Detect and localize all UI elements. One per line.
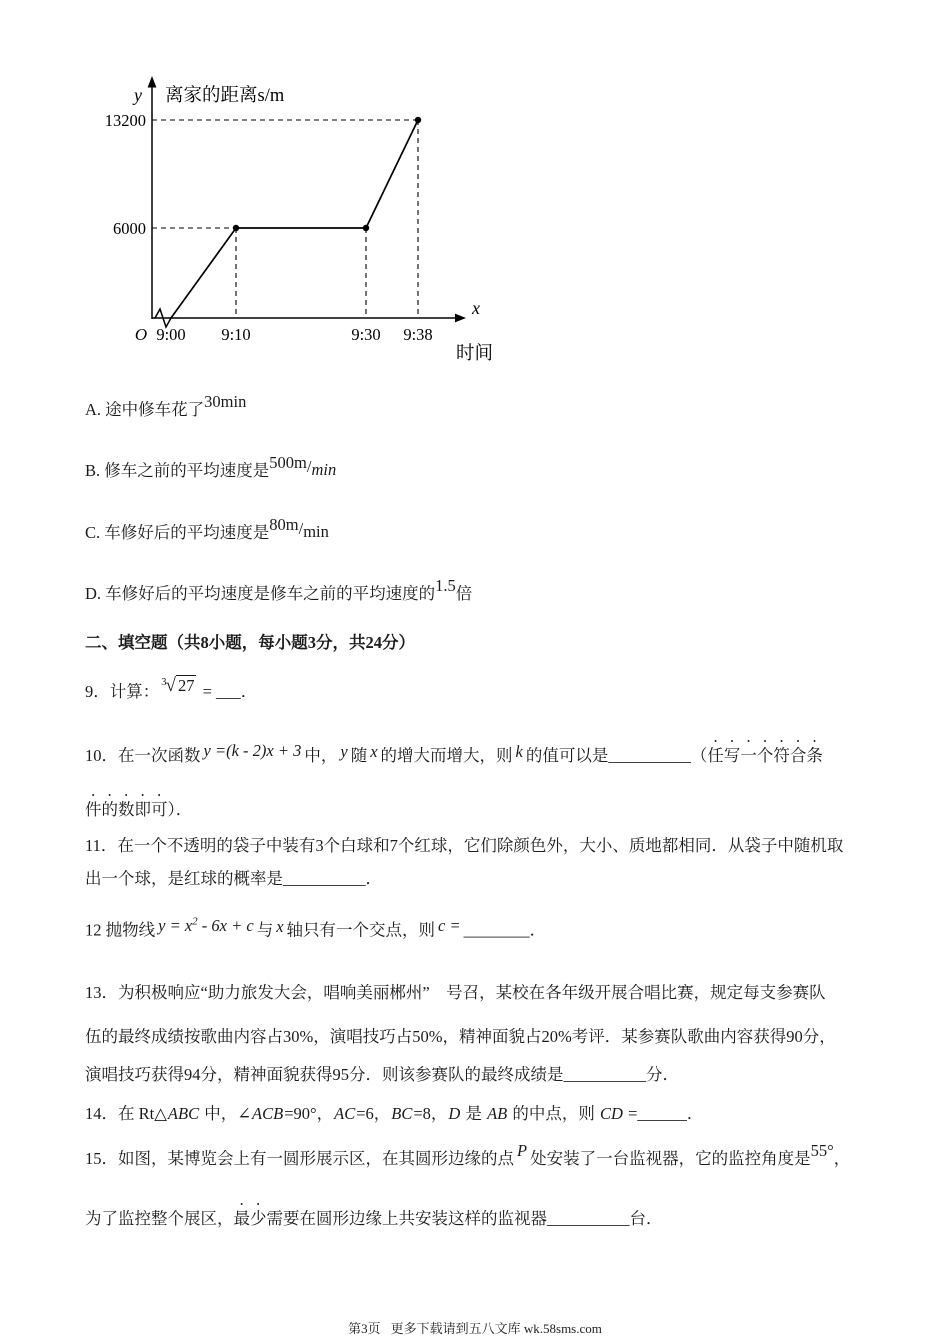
q15-text-1: 15．如图，某博览会上有一圆形展示区，在其圆形边缘的点 — [85, 1149, 514, 1168]
answer-blank: __________ — [563, 1065, 646, 1084]
x-tick-label: 9:00 — [156, 325, 186, 344]
q10-text-6: （ — [690, 746, 708, 765]
y-axis-symbol: y — [134, 85, 142, 105]
y-tick-label: 6000 — [113, 219, 146, 238]
option-c-text: C. 车修好后的平均速度是 — [85, 523, 270, 542]
q15-emphasized: 最少 — [233, 1209, 267, 1228]
data-point-dot — [363, 225, 369, 231]
option-b-unit: min — [311, 459, 337, 479]
page-footer — [0, 1318, 950, 1337]
question-15-line-1 — [85, 1140, 851, 1170]
formula-post: - 6x + c — [197, 915, 254, 935]
origin-label: O — [134, 325, 148, 344]
q14-text-5: =8， — [413, 1104, 448, 1123]
root-index: 3 — [161, 677, 167, 689]
q13-text-2: 伍的最终成绩按歌曲内容占30%，演唱技巧占50%，精神面貌占20%考评．某参赛队歌曲内容获得90分， — [85, 1027, 836, 1046]
question-10-line-1 — [85, 737, 823, 767]
angle-acb: ACB — [252, 1104, 284, 1123]
question-12 — [85, 915, 546, 942]
chart-plot-area — [105, 111, 433, 344]
option-a — [85, 391, 247, 421]
q15-text-5: 需要在圆形边缘上共安装这样的监视器 — [266, 1209, 547, 1228]
data-point-dot — [233, 225, 239, 231]
option-d-suffix: 倍 — [455, 584, 473, 603]
formula-exponent: 2 — [192, 915, 198, 928]
c-equals: c = — [438, 915, 461, 935]
segment-bc: BC — [391, 1104, 413, 1123]
answer-blank: __________ — [547, 1209, 630, 1228]
section-2-title: 二、填空题（共8小题，每小题3分，共24分） — [85, 633, 415, 652]
x-axis-title: 时间 — [456, 344, 494, 364]
q9-equals: = — [198, 682, 216, 701]
question-13-line-3 — [85, 1064, 679, 1086]
question-13-line-1 — [85, 982, 826, 1004]
q15-text-4: 为了监控整个展区， — [85, 1209, 234, 1228]
x-tick-label: 9:30 — [351, 325, 381, 344]
parabola-formula — [155, 916, 257, 935]
q10-emphasized-2: 件的数即可 — [85, 800, 168, 819]
answer-blank: ___ — [216, 682, 241, 701]
triangle-abc: ABC — [167, 1104, 200, 1123]
q9-text: 9．计算： — [85, 682, 160, 701]
q13-text-1: 13．为积极响应“助力旅发大会，唱响美丽郴州” 号召，某校在各年级开展合唱比赛，规定每支参赛队 — [85, 983, 826, 1002]
q12-text-1: 12 抛物线 — [85, 920, 156, 940]
x-axis-symbol: x — [472, 298, 480, 318]
q14-end: ． — [686, 1104, 704, 1123]
page-number: 第3页 — [348, 1321, 381, 1336]
x-axis-arrow-icon — [455, 314, 466, 323]
q15-text-3: ， — [833, 1149, 851, 1168]
option-c-slash: / — [298, 518, 304, 538]
segment-cd: CD — [600, 1104, 623, 1123]
answer-blank: __________ — [283, 869, 366, 888]
formula-pre: y = x — [158, 915, 193, 935]
option-c-unit: min — [303, 521, 329, 541]
distance-series-line — [171, 120, 418, 318]
q12-end: ． — [529, 920, 547, 940]
chart-title: 离家的距离s/m — [165, 86, 285, 106]
linear-function-formula: y =(k - 2)x + 3 — [203, 741, 302, 761]
point-p: P — [517, 1140, 528, 1160]
q13-end: 分． — [646, 1065, 679, 1084]
question-14 — [85, 1103, 703, 1125]
question-10-line-2 — [85, 791, 192, 821]
q10-text-7: ）． — [167, 800, 193, 819]
math-var-y: y — [340, 742, 348, 762]
q15-text-2: 处安装了一台监视器，它的监控角度是 — [530, 1149, 811, 1168]
x-tick-label: 9:38 — [403, 325, 433, 344]
answer-blank: ______ — [637, 1104, 687, 1123]
q14-text-3: =90°， — [284, 1104, 334, 1123]
option-b-text: B. 修车之前的平均速度是 — [85, 461, 270, 480]
option-d — [85, 575, 473, 605]
q14-text-4: =6， — [356, 1104, 391, 1123]
option-d-value: 1.5 — [435, 575, 456, 595]
option-b-slash: / — [306, 456, 312, 476]
question-15-line-2 — [85, 1200, 663, 1230]
q14-text-1: 14．在 Rt△ — [85, 1104, 167, 1123]
option-c-value: 80m — [269, 514, 299, 534]
q11-end: ． — [365, 869, 382, 888]
question-9 — [85, 675, 258, 706]
answer-blank: __________ — [608, 746, 691, 765]
answer-blank: ________ — [463, 920, 530, 940]
distance-time-chart — [85, 70, 525, 370]
q10-emphasized-1: 任写一个符合条 — [707, 746, 823, 765]
q10-text-3: 随 — [350, 746, 368, 765]
q13-text-3: 演唱技巧获得94分，精神面貌获得95分．则该参赛队的最终成绩是 — [85, 1065, 564, 1084]
segment-ab: AB — [487, 1104, 508, 1123]
radical-sign: √ — [165, 675, 176, 697]
q10-text-1: 10．在一次函数 — [85, 746, 201, 765]
x-tick-label: 9:10 — [221, 325, 251, 344]
q10-text-4: 的增大而增大，则 — [380, 746, 513, 765]
option-a-text: A. 途中修车花了 — [85, 400, 205, 419]
q12-text-2: 与 — [256, 920, 274, 940]
q14-text-6: 是 — [461, 1104, 487, 1123]
radicand: 27 — [177, 676, 195, 696]
q10-text-2: 中， — [304, 746, 338, 765]
question-11-line-1 — [85, 835, 843, 857]
monitor-angle: 55° — [810, 1140, 834, 1160]
option-b — [85, 452, 337, 482]
segment-ac: AC — [334, 1104, 356, 1123]
option-a-value: 30min — [204, 391, 247, 411]
footer-note: 更多下载请到五八文库 wk.58sms.com — [390, 1321, 602, 1336]
y-tick-label: 13200 — [104, 111, 146, 130]
math-var-x: x — [370, 742, 378, 762]
question-13-line-2 — [85, 1026, 836, 1048]
q11-text-1: 11．在一个不透明的袋子中装有3个白球和7个红球，它们除颜色外，大小、质地都相同．从袋子中随机取 — [85, 836, 844, 855]
math-var-k: k — [515, 742, 523, 762]
q15-end: 台． — [629, 1209, 663, 1228]
q10-text-5: 的值可以是 — [525, 746, 609, 765]
q12-text-3: 轴只有一个交点，则 — [286, 920, 436, 940]
y-axis-arrow-icon — [148, 76, 157, 88]
option-b-value: 500m — [269, 452, 307, 472]
data-point-dot — [415, 117, 421, 123]
point-d: D — [448, 1104, 461, 1123]
q9-end: ． — [240, 682, 258, 701]
distance-time-graph — [85, 70, 525, 370]
section-2-header — [85, 632, 415, 654]
option-c — [85, 514, 329, 544]
q14-text-7: 的中点，则 — [508, 1104, 600, 1123]
q14-text-2: 中，∠ — [200, 1104, 252, 1123]
math-var-x: x — [276, 916, 284, 936]
q14-text-8: = — [623, 1104, 638, 1123]
q11-text-2: 出一个球，是红球的概率是 — [85, 869, 283, 888]
question-11-line-2 — [85, 868, 382, 890]
cube-root-expression — [159, 676, 198, 695]
option-d-text: D. 车修好后的平均速度是修车之前的平均速度的 — [85, 584, 436, 603]
